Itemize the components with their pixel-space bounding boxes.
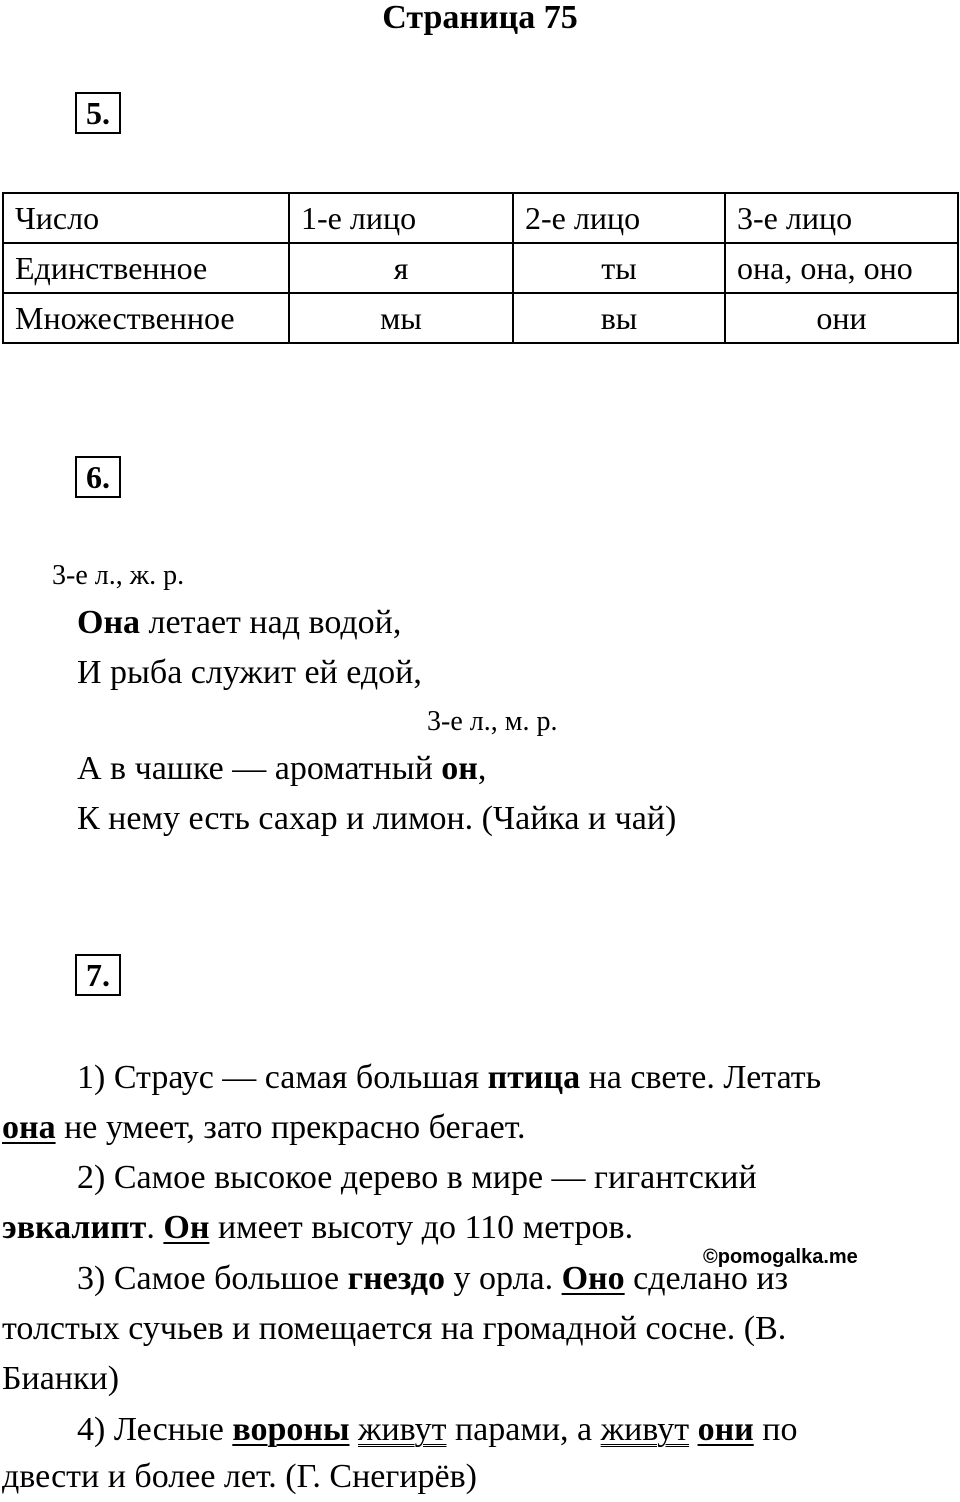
noun-highlight: гнездо [347,1260,445,1297]
sentence-text: на свете. Летать [580,1059,822,1096]
sentence-line [77,1408,797,1452]
sentence-text [350,1411,359,1448]
table-cell: она, она, оно [725,243,958,293]
table-row [3,243,958,293]
page-title: Страница 75 [382,0,578,36]
poem-text: А в чашке — ароматный [77,750,442,787]
sentence-line: толстых сучьев и помещается на громадной сосне. (В. [2,1310,787,1347]
sentence-text: 4) Лесные [77,1411,233,1448]
table-row [3,293,958,343]
table-cell: мы [289,293,513,343]
pronoun-highlight: он [441,750,478,787]
table-cell: вы [513,293,725,343]
table-cell: Число [3,193,289,243]
sentence-line [2,1206,633,1250]
pronoun-highlight: Оно [561,1260,625,1297]
grammar-note: 3-е л., ж. р. [52,560,185,591]
table-cell: я [289,243,513,293]
table-cell: 1-е лицо [289,193,513,243]
sentence-text [689,1411,698,1448]
exercise-number-7: 7. [75,954,121,996]
poem-line [77,601,401,645]
noun-highlight: эвкалипт [2,1209,147,1246]
noun-highlight: птица [487,1059,581,1096]
pronoun-highlight: Она [77,604,141,641]
sentence-text: парами, а [446,1411,601,1448]
exercise-number-5: 5. [75,92,121,134]
sentence-text: 3) Самое большое [77,1260,348,1297]
pronoun-highlight: Он [163,1209,210,1246]
table-cell: ты [513,243,725,293]
pronoun-highlight: они [697,1411,754,1448]
sentence-line: двести и более лет. (Г. Снегирёв) [2,1458,478,1495]
sentence-text: сделано из [624,1260,789,1297]
predicate-highlight: живут [600,1411,690,1448]
pronoun-table [2,192,959,344]
poem-text: , [477,750,487,787]
table-cell: они [725,293,958,343]
sentence-text: по [753,1411,798,1448]
table-cell: Единственное [3,243,289,293]
poem-line: И рыба служит ей едой, [77,654,422,691]
sentence-line [77,1056,821,1100]
sentence-text: 1) Страус — самая большая [77,1059,488,1096]
poem-text: летает над водой, [140,604,402,641]
sentence-line [77,1257,788,1301]
poem-line [77,747,486,791]
table-cell: 2-е лицо [513,193,725,243]
grammar-note: 3-е л., м. р. [427,706,558,737]
table-header-row [3,193,958,243]
sentence-line: Бианки) [2,1360,120,1397]
sentence-text: у орла. [445,1260,562,1297]
sentence-line [2,1106,526,1150]
poem-line: К нему есть сахар и лимон. (Чайка и чай) [77,800,677,837]
table-cell: Множественное [3,293,289,343]
sentence-text: . [146,1209,164,1246]
subject-highlight: вороны [232,1411,350,1448]
sentence-text: не умеет, зато прекрасно бегает. [55,1109,526,1146]
exercise-number-6: 6. [75,456,121,498]
sentence-text: имеет высоту до 110 метров. [209,1209,634,1246]
table-cell: 3-е лицо [725,193,958,243]
predicate-highlight: живут [358,1411,447,1448]
sentence-line: 2) Самое высокое дерево в мире — гигантский [77,1159,757,1196]
pronoun-highlight: она [2,1109,56,1146]
watermark: ©pomogalka.me [703,1246,858,1268]
